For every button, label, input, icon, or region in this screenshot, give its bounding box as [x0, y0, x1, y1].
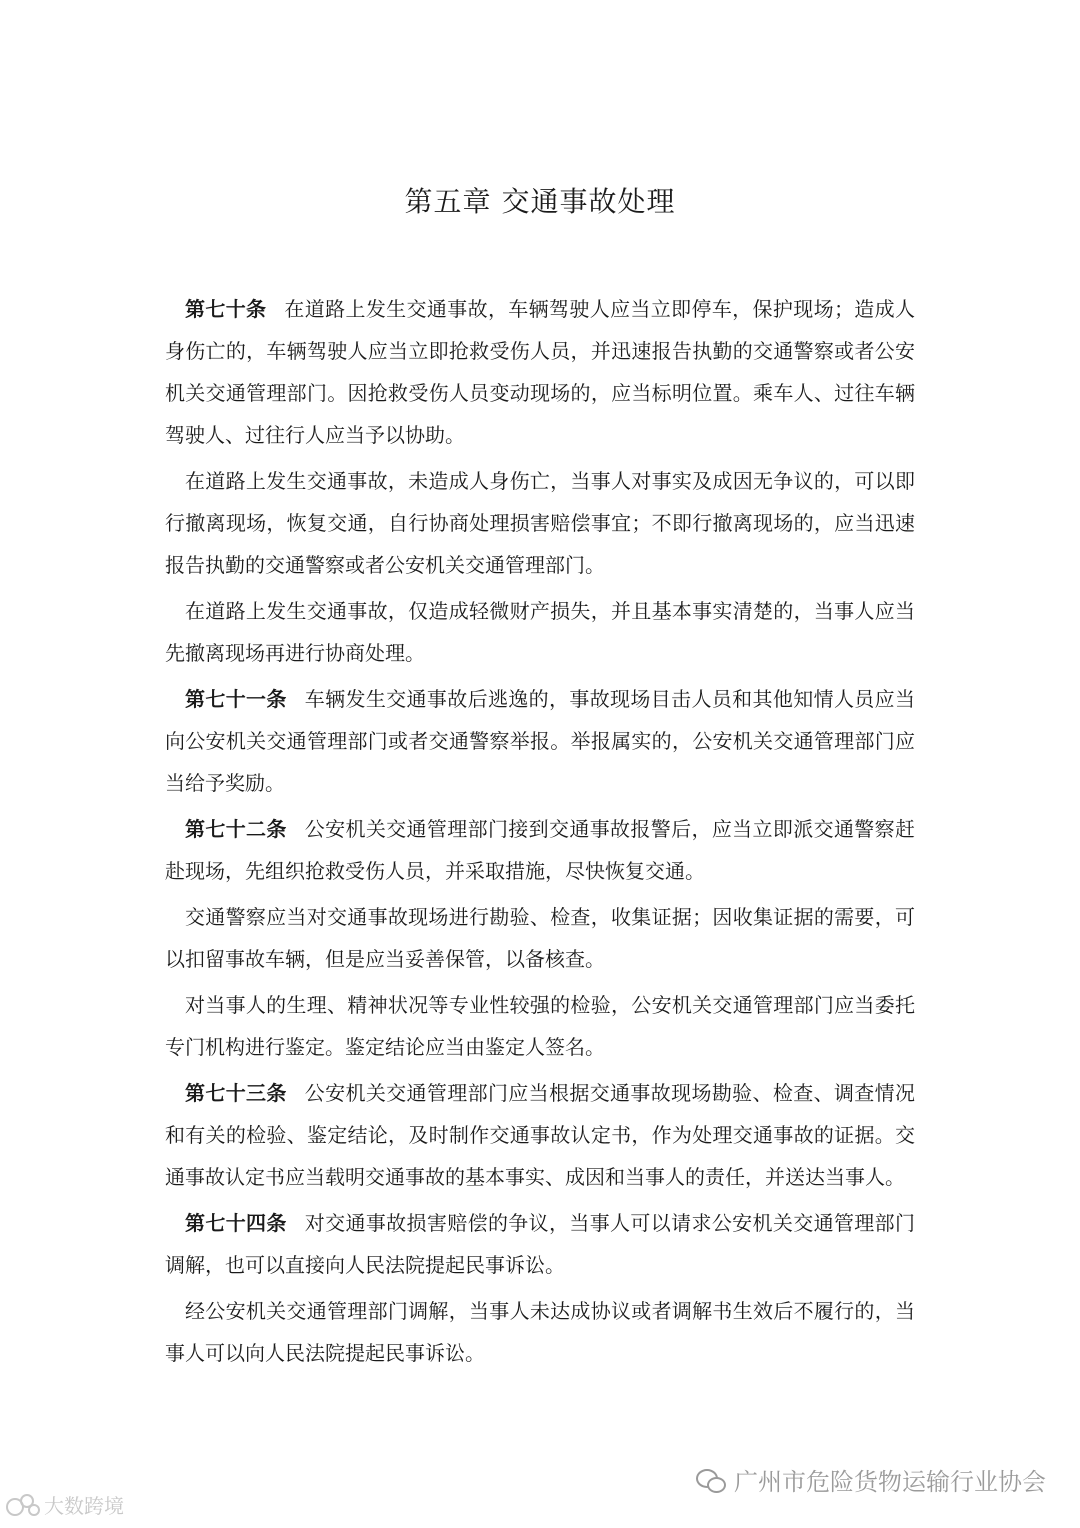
- paragraph: [165, 1290, 915, 1374]
- paragraph: [165, 678, 915, 804]
- brand-logo-icon: [6, 1494, 40, 1516]
- paragraph: [165, 896, 915, 980]
- paragraph-text: 公安机关交通管理部门接到交通事故报警后，应当立即派交通警察赶赴现场，先组织抢救受伤人员，并采取措施，尽快恢复交通。: [165, 817, 916, 883]
- article-number: 第七十三条: [185, 1081, 287, 1105]
- paragraph-text: 经公安机关交通管理部门调解，当事人未达成协议或者调解书生效后不履行的，当事人可以向人民法院提起民事诉讼。: [165, 1299, 915, 1365]
- paragraph: [165, 288, 915, 456]
- paragraph-text: 公安机关交通管理部门应当根据交通事故现场勘验、检查、调查情况和有关的检验、鉴定结论，及时制作交通事故认定书，作为处理交通事故的证据。交通事故认定书应当载明交通事故的基本事实、成因和当事人的责任，并送达当事人。: [165, 1081, 916, 1189]
- article-number: 第七十条: [185, 297, 267, 321]
- article-number: 第七十四条: [185, 1211, 287, 1235]
- watermark-right-text: 广州市危险货物运输行业协会: [734, 1468, 1046, 1496]
- brand-watermark: [6, 1490, 124, 1519]
- paragraph: [165, 1072, 915, 1198]
- paragraph-text: 在道路上发生交通事故，未造成人身伤亡，当事人对事实及成因无争议的，可以即行撤离现场，恢复交通，自行协商处理损害赔偿事宜；不即行撤离现场的，应当迅速报告执勤的交通警察或者公安机关交通管理部门。: [165, 469, 915, 577]
- paragraph-text: 交通警察应当对交通事故现场进行勘验、检查，收集证据；因收集证据的需要，可以扣留事故车辆，但是应当妥善保管，以备核查。: [165, 905, 915, 971]
- wechat-watermark: [696, 1462, 1046, 1497]
- paragraph-text: 对交通事故损害赔偿的争议，当事人可以请求公安机关交通管理部门调解，也可以直接向人民法院提起民事诉讼。: [165, 1211, 916, 1277]
- watermark-left-text: 大数跨境: [44, 1494, 124, 1518]
- paragraph-text: 对当事人的生理、精神状况等专业性较强的检验，公安机关交通管理部门应当委托专门机构进行鉴定。鉴定结论应当由鉴定人签名。: [165, 993, 915, 1059]
- paragraph-text: 在道路上发生交通事故，车辆驾驶人应当立即停车，保护现场；造成人身伤亡的，车辆驾驶人应当立即抢救受伤人员，并迅速报告执勤的交通警察或者公安机关交通管理部门。因抢救受伤人员变动现场的，应当标明位置。乘车人、过往车辆驾驶人、过往行人应当予以协助。: [165, 297, 916, 447]
- paragraph: [165, 1202, 915, 1286]
- paragraph-text: 在道路上发生交通事故，仅造成轻微财产损失，并且基本事实清楚的，当事人应当先撤离现场再进行协商处理。: [165, 599, 915, 665]
- document-body: [165, 288, 915, 1378]
- paragraph: [165, 984, 915, 1068]
- wechat-icon: [696, 1467, 726, 1493]
- article-number: 第七十二条: [185, 817, 287, 841]
- page-title: 第五章 交通事故处理: [404, 185, 676, 218]
- paragraph-text: 车辆发生交通事故后逃逸的，事故现场目击人员和其他知情人员应当向公安机关交通管理部门或者交通警察举报。举报属实的，公安机关交通管理部门应当给予奖励。: [165, 687, 916, 795]
- paragraph: [165, 460, 915, 586]
- article-number: 第七十一条: [185, 687, 287, 711]
- paragraph: [165, 808, 915, 892]
- paragraph: [165, 590, 915, 674]
